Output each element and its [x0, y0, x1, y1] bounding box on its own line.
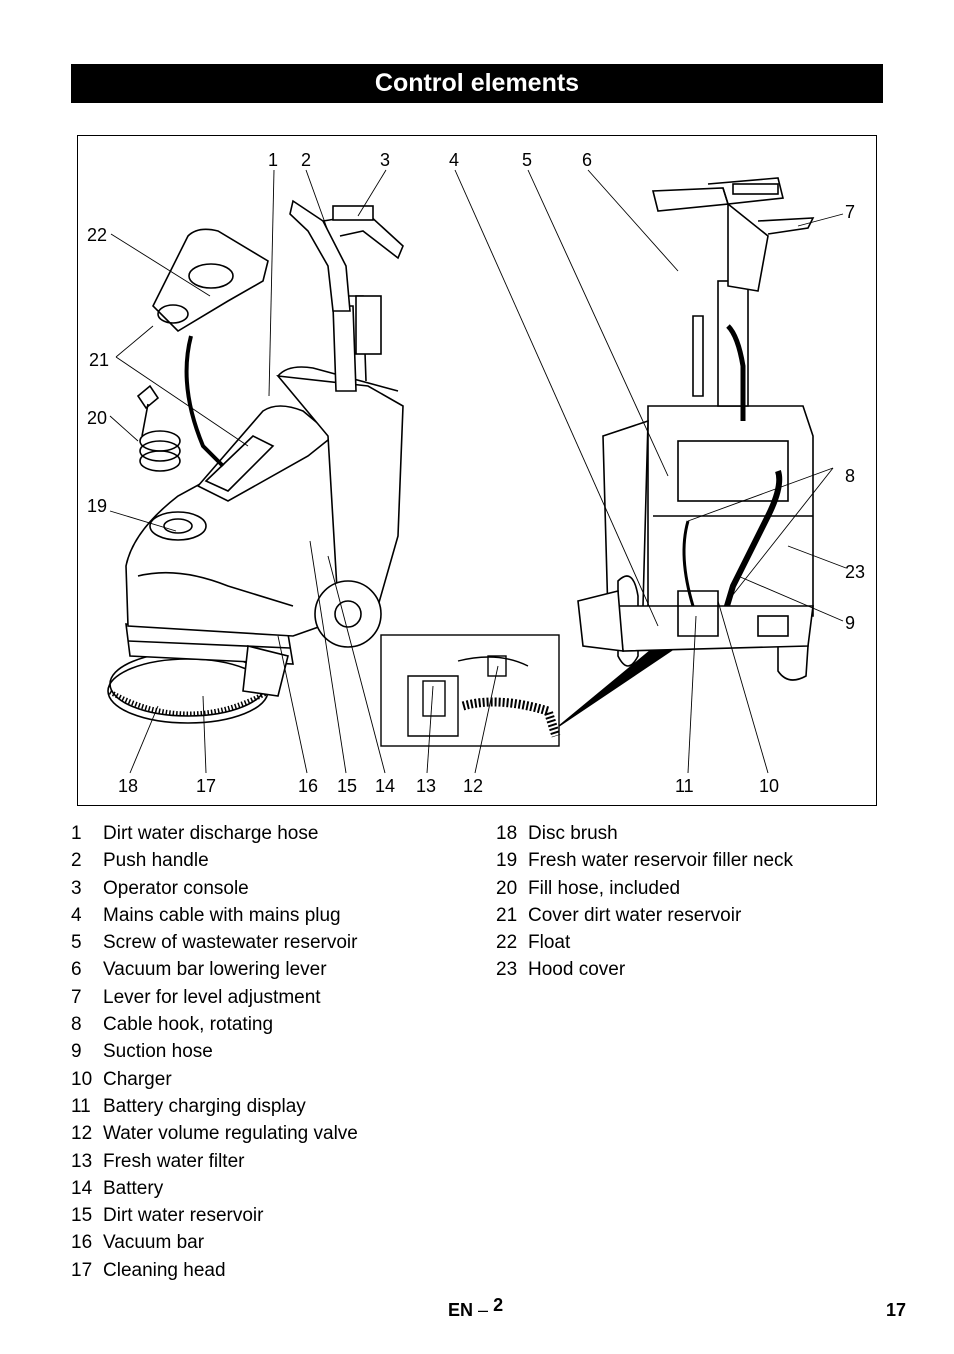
- callout-23: 23: [845, 562, 866, 582]
- legend-label: Hood cover: [528, 959, 626, 981]
- callout-17: 17: [196, 776, 217, 796]
- legend-number: 23: [496, 959, 518, 981]
- legend-label: Fresh water filter: [103, 1150, 245, 1172]
- callout-3: 3: [380, 150, 391, 170]
- callout-9: 9: [845, 613, 856, 633]
- legend-item: [71, 820, 358, 847]
- legend-number: 10: [71, 1068, 93, 1090]
- footer-language-section: [448, 1295, 504, 1321]
- legend-item: [496, 847, 793, 874]
- legend-number: 4: [71, 904, 82, 926]
- legend-label: Mains cable with mains plug: [103, 904, 341, 926]
- callout-15: 15: [337, 776, 358, 796]
- legend-number: 6: [71, 959, 82, 981]
- legend-label: Battery charging display: [103, 1095, 306, 1117]
- callout-10: 10: [759, 776, 780, 796]
- legend-label: Water volume regulating valve: [103, 1123, 358, 1145]
- callout-13: 13: [416, 776, 437, 796]
- callout-12: 12: [463, 776, 484, 796]
- legend-label: Cover dirt water reservoir: [528, 904, 742, 926]
- legend-item: [71, 847, 358, 874]
- legend-number: 20: [496, 877, 518, 899]
- callout-16: 16: [298, 776, 319, 796]
- legend-label: Charger: [103, 1068, 172, 1090]
- legend-number: 12: [71, 1123, 93, 1145]
- legend-right-column: [496, 820, 793, 984]
- legend-label: Vacuum bar lowering lever: [103, 959, 327, 981]
- legend-item: [71, 1175, 358, 1202]
- callout-4: 4: [449, 150, 460, 170]
- callout-18: 18: [118, 776, 139, 796]
- legend-item: [71, 875, 358, 902]
- legend-item: [496, 929, 793, 956]
- legend-item: [71, 1011, 358, 1038]
- legend-number: 2: [71, 850, 82, 872]
- legend-number: 18: [496, 823, 518, 844]
- legend-label: Cleaning head: [103, 1259, 226, 1281]
- legend-item: [496, 956, 793, 983]
- legend-number: 15: [71, 1205, 93, 1227]
- legend-number: 17: [71, 1259, 93, 1281]
- legend-item: [71, 902, 358, 929]
- legend-item: [71, 1148, 358, 1175]
- legend-number: 22: [496, 932, 518, 954]
- legend-item: [71, 956, 358, 983]
- legend-number: 7: [71, 986, 82, 1008]
- legend-label: Disc brush: [528, 823, 618, 844]
- footer-dash: –: [478, 1300, 489, 1320]
- legend-label: Operator console: [103, 877, 249, 899]
- machine-illustration: [77, 135, 877, 806]
- legend-item: [71, 984, 358, 1011]
- legend-item: [71, 1038, 358, 1065]
- legend-item: [71, 1093, 358, 1120]
- legend-label: Battery: [103, 1177, 164, 1199]
- legend-label: Dirt water reservoir: [103, 1205, 264, 1227]
- legend-label: Lever for level adjustment: [103, 986, 321, 1008]
- legend-number: 16: [71, 1232, 93, 1254]
- legend-number: 8: [71, 1014, 82, 1036]
- footer-section-number: 2: [493, 1295, 504, 1315]
- callout-20: 20: [87, 408, 108, 428]
- legend-number: 9: [71, 1041, 82, 1063]
- callout-22: 22: [87, 225, 108, 245]
- legend-item: [496, 875, 793, 902]
- section-title-bar: [71, 64, 883, 103]
- legend-item: [71, 1229, 358, 1256]
- legend-number: 3: [71, 877, 82, 899]
- left-machine-drawing: [108, 201, 403, 723]
- legend-label: Cable hook, rotating: [103, 1014, 274, 1036]
- legend-label: Screw of wastewater reservoir: [103, 932, 358, 954]
- legend-label: Fresh water reservoir filler neck: [528, 850, 794, 872]
- callout-11: 11: [675, 776, 694, 796]
- right-machine-drawing: [578, 178, 813, 680]
- legend-label: Fill hose, included: [528, 877, 681, 899]
- callout-8: 8: [845, 466, 856, 486]
- legend-item: [71, 1120, 358, 1147]
- legend-label: Vacuum bar: [103, 1232, 205, 1254]
- legend-item: [71, 929, 358, 956]
- callout-5: 5: [522, 150, 533, 170]
- callout-21: 21: [89, 350, 110, 370]
- legend-label: Suction hose: [103, 1041, 213, 1063]
- legend-item: [496, 820, 793, 847]
- callout-1: 1: [268, 150, 279, 170]
- callout-19: 19: [87, 496, 108, 516]
- legend-number: 21: [496, 904, 518, 926]
- footer-language: EN: [448, 1300, 474, 1320]
- legend-label: Float: [528, 932, 571, 954]
- callout-2: 2: [301, 150, 312, 170]
- legend-label: Dirt water discharge hose: [103, 823, 319, 844]
- legend-number: 5: [71, 932, 82, 954]
- section-title: Control elements: [374, 69, 580, 97]
- legend-item: [71, 1202, 358, 1229]
- legend-number: 11: [71, 1095, 91, 1117]
- callout-14: 14: [375, 776, 396, 796]
- legend-item: [71, 1257, 358, 1284]
- callout-6: 6: [582, 150, 593, 170]
- legend-label: Push handle: [103, 850, 209, 872]
- legend-item: [71, 1066, 358, 1093]
- legend-item: [496, 902, 793, 929]
- page-number: 17: [885, 1300, 906, 1320]
- legend-left-column: [71, 820, 358, 1284]
- legend-number: 19: [496, 850, 518, 872]
- illustration-svg: [78, 136, 878, 807]
- legend-number: 14: [71, 1177, 93, 1199]
- callout-7: 7: [845, 202, 856, 222]
- legend-number: 13: [71, 1150, 93, 1172]
- legend-number: 1: [71, 823, 82, 844]
